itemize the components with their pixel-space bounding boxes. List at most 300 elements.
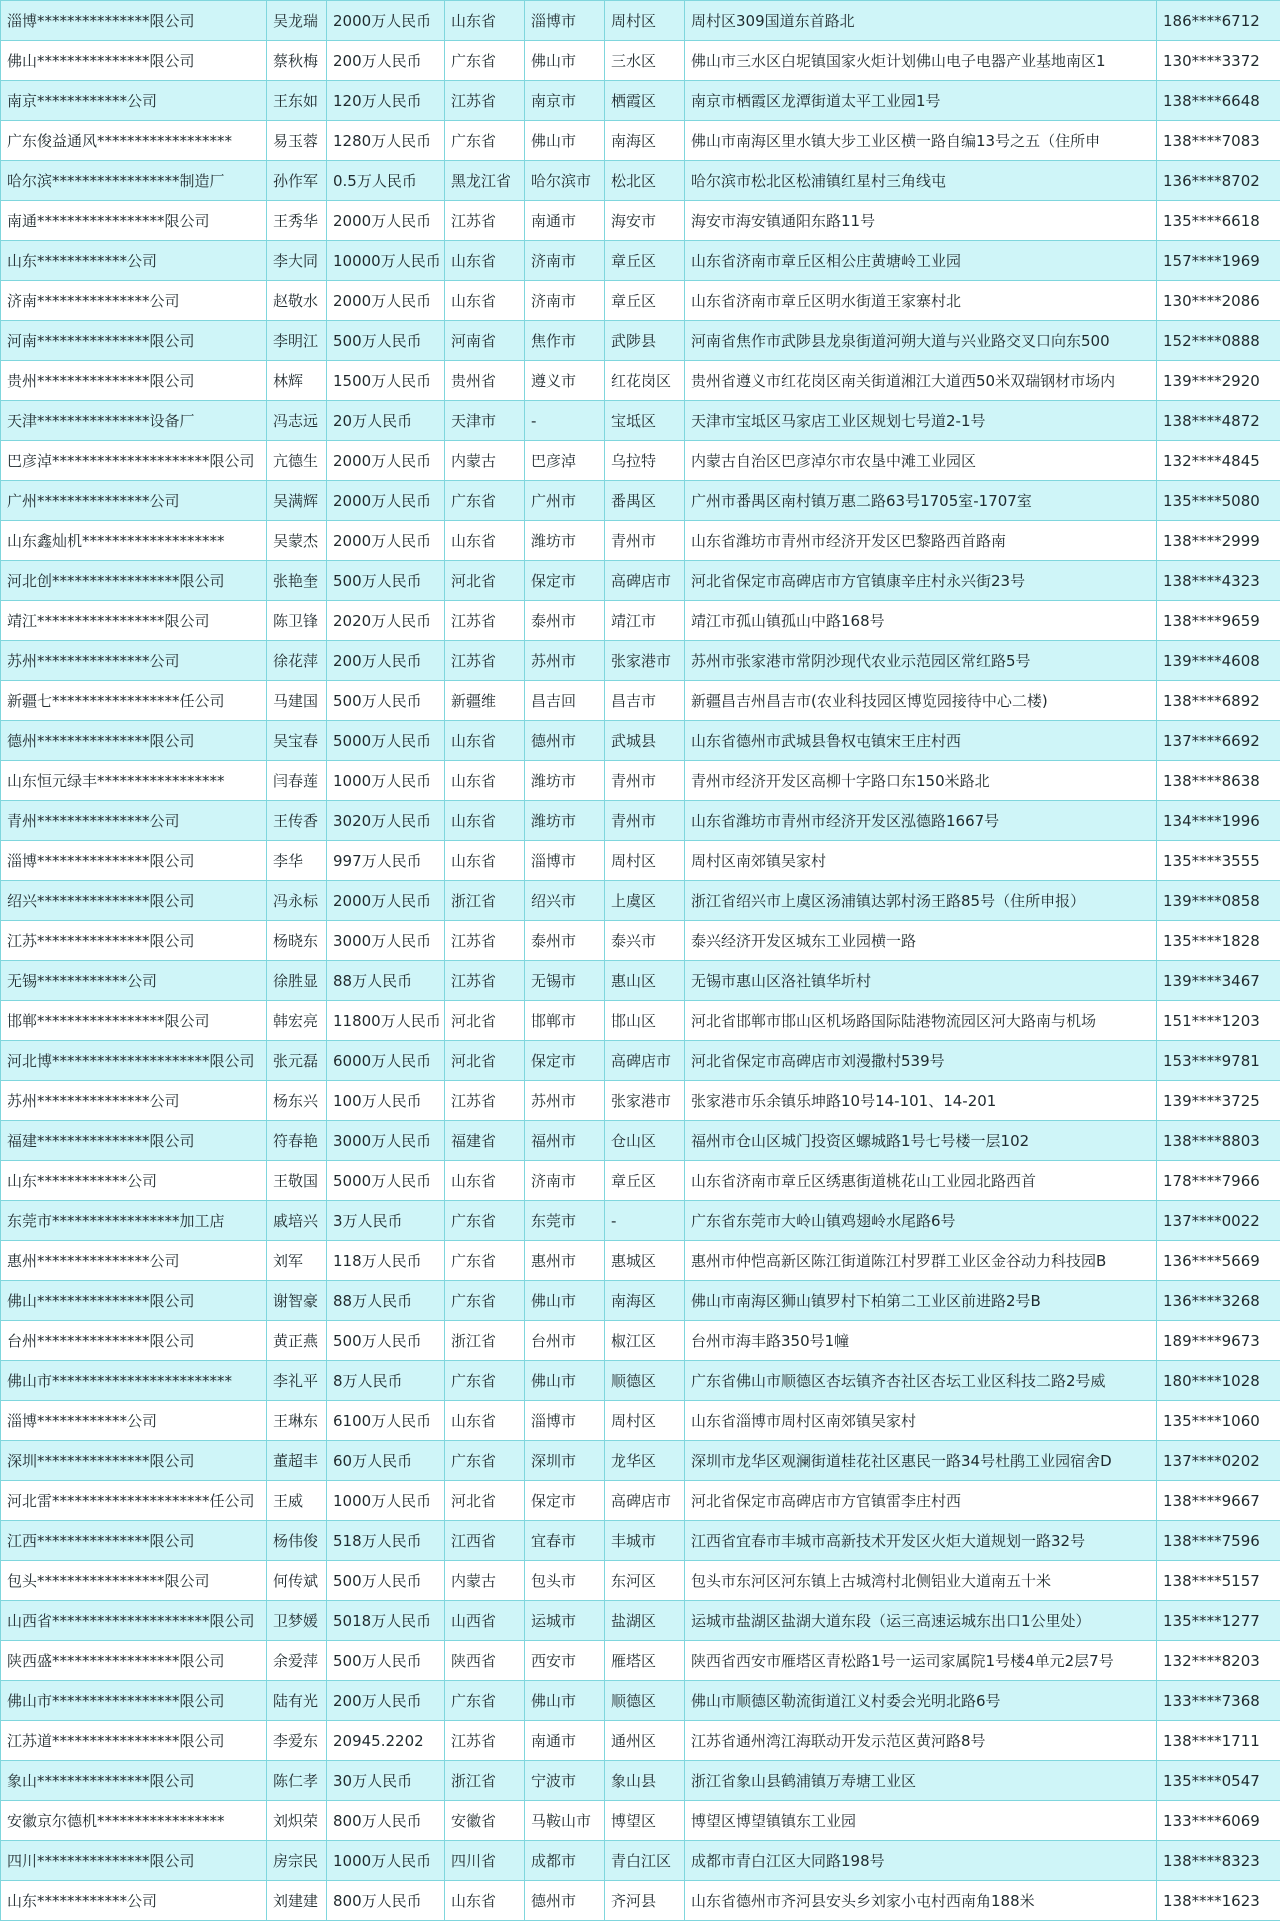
city-cell: 无锡市	[525, 961, 605, 1001]
city-cell: 苏州市	[525, 641, 605, 681]
province-cell: 山东省	[445, 241, 525, 281]
table-row	[1, 1721, 1280, 1761]
registered-capital-cell: 2000万人民币	[327, 441, 445, 481]
phone-cell: 138****7083	[1157, 121, 1280, 161]
province-cell: 广东省	[445, 1441, 525, 1481]
table-row	[1, 1161, 1280, 1201]
company-name-cell: 河北创*****************限公司	[1, 561, 267, 601]
table-row	[1, 1081, 1280, 1121]
phone-cell: 139****0858	[1157, 881, 1280, 921]
city-cell: 保定市	[525, 1481, 605, 1521]
phone-cell: 138****8638	[1157, 761, 1280, 801]
company-name-cell: 天津***************设备厂	[1, 401, 267, 441]
province-cell: 江苏省	[445, 961, 525, 1001]
company-name-cell: 福建***************限公司	[1, 1121, 267, 1161]
registered-capital-cell: 11800万人民币	[327, 1001, 445, 1041]
district-cell: 栖霞区	[605, 81, 685, 121]
district-cell: 高碑店市	[605, 1041, 685, 1081]
phone-cell: 133****7368	[1157, 1681, 1280, 1721]
district-cell: 高碑店市	[605, 1481, 685, 1521]
phone-cell: 180****1028	[1157, 1361, 1280, 1401]
legal-person-cell: 张艳奎	[267, 561, 327, 601]
legal-person-cell: 冯永标	[267, 881, 327, 921]
table-row	[1, 1681, 1280, 1721]
legal-person-cell: 徐花萍	[267, 641, 327, 681]
district-cell: 章丘区	[605, 281, 685, 321]
legal-person-cell: 吴龙瑞	[267, 1, 327, 41]
address-cell: 佛山市南海区狮山镇罗村下柏第二工业区前进路2号B	[685, 1281, 1157, 1321]
district-cell: 东河区	[605, 1561, 685, 1601]
phone-cell: 138****8803	[1157, 1121, 1280, 1161]
district-cell: -	[605, 1201, 685, 1241]
district-cell: 青州市	[605, 801, 685, 841]
company-name-cell: 新疆七*****************任公司	[1, 681, 267, 721]
registered-capital-cell: 6000万人民币	[327, 1041, 445, 1081]
city-cell: 佛山市	[525, 1681, 605, 1721]
district-cell: 高碑店市	[605, 561, 685, 601]
district-cell: 青白江区	[605, 1841, 685, 1881]
company-name-cell: 无锡************公司	[1, 961, 267, 1001]
phone-cell: 135****6618	[1157, 201, 1280, 241]
city-cell: 潍坊市	[525, 761, 605, 801]
district-cell: 乌拉特	[605, 441, 685, 481]
legal-person-cell: 杨伟俊	[267, 1521, 327, 1561]
registered-capital-cell: 6100万人民币	[327, 1401, 445, 1441]
city-cell: 广州市	[525, 481, 605, 521]
address-cell: 山东省德州市齐河县安头乡刘家小屯村西南角188米	[685, 1881, 1157, 1921]
phone-cell: 135****1277	[1157, 1601, 1280, 1641]
province-cell: 黑龙江省	[445, 161, 525, 201]
address-cell: 包头市东河区河东镇上古城湾村北侧铝业大道南五十米	[685, 1561, 1157, 1601]
company-name-cell: 巴彦淖*********************限公司	[1, 441, 267, 481]
district-cell: 武城县	[605, 721, 685, 761]
company-name-cell: 河北雷*********************任公司	[1, 1481, 267, 1521]
phone-cell: 189****9673	[1157, 1321, 1280, 1361]
district-cell: 顺德区	[605, 1681, 685, 1721]
registered-capital-cell: 997万人民币	[327, 841, 445, 881]
company-name-cell: 佛山***************限公司	[1, 1281, 267, 1321]
registered-capital-cell: 518万人民币	[327, 1521, 445, 1561]
table-row	[1, 1441, 1280, 1481]
company-name-cell: 靖江*****************限公司	[1, 601, 267, 641]
city-cell: 佛山市	[525, 1281, 605, 1321]
company-name-cell: 深圳***************限公司	[1, 1441, 267, 1481]
table-row	[1, 441, 1280, 481]
legal-person-cell: 冯志远	[267, 401, 327, 441]
province-cell: 广东省	[445, 41, 525, 81]
registered-capital-cell: 1000万人民币	[327, 1841, 445, 1881]
address-cell: 广东省佛山市顺德区杏坛镇齐杏社区杏坛工业区科技二路2号威	[685, 1361, 1157, 1401]
legal-person-cell: 黄正燕	[267, 1321, 327, 1361]
legal-person-cell: 卫梦媛	[267, 1601, 327, 1641]
legal-person-cell: 亢德生	[267, 441, 327, 481]
phone-cell: 138****6648	[1157, 81, 1280, 121]
district-cell: 南海区	[605, 121, 685, 161]
district-cell: 盐湖区	[605, 1601, 685, 1641]
province-cell: 江苏省	[445, 1081, 525, 1121]
province-cell: 内蒙古	[445, 441, 525, 481]
province-cell: 内蒙古	[445, 1561, 525, 1601]
address-cell: 佛山市顺德区勒流街道江义村委会光明北路6号	[685, 1681, 1157, 1721]
registered-capital-cell: 1280万人民币	[327, 121, 445, 161]
district-cell: 张家港市	[605, 641, 685, 681]
phone-cell: 130****2086	[1157, 281, 1280, 321]
province-cell: 浙江省	[445, 1321, 525, 1361]
table-row	[1, 601, 1280, 641]
city-cell: 惠州市	[525, 1241, 605, 1281]
legal-person-cell: 王传香	[267, 801, 327, 841]
table-row	[1, 81, 1280, 121]
company-name-cell: 苏州***************公司	[1, 641, 267, 681]
address-cell: 海安市海安镇通阳东路11号	[685, 201, 1157, 241]
city-cell: 台州市	[525, 1321, 605, 1361]
registered-capital-cell: 200万人民币	[327, 41, 445, 81]
legal-person-cell: 戚培兴	[267, 1201, 327, 1241]
company-name-cell: 德州***************限公司	[1, 721, 267, 761]
phone-cell: 152****0888	[1157, 321, 1280, 361]
legal-person-cell: 陈卫锋	[267, 601, 327, 641]
registered-capital-cell: 2020万人民币	[327, 601, 445, 641]
company-name-cell: 安徽京尔德机*****************	[1, 1801, 267, 1841]
province-cell: 山东省	[445, 1, 525, 41]
address-cell: 新疆昌吉州昌吉市(农业科技园区博览园接待中心二楼)	[685, 681, 1157, 721]
company-name-cell: 广东俊益通风******************	[1, 121, 267, 161]
city-cell: 西安市	[525, 1641, 605, 1681]
legal-person-cell: 杨东兴	[267, 1081, 327, 1121]
table-row	[1, 721, 1280, 761]
company-name-cell: 邯郸*****************限公司	[1, 1001, 267, 1041]
company-name-cell: 惠州***************公司	[1, 1241, 267, 1281]
address-cell: 陕西省西安市雁塔区青松路1号一运司家属院1号楼4单元2层7号	[685, 1641, 1157, 1681]
district-cell: 齐河县	[605, 1881, 685, 1921]
registered-capital-cell: 3000万人民币	[327, 921, 445, 961]
company-name-cell: 淄博***************限公司	[1, 841, 267, 881]
company-name-cell: 东莞市*****************加工店	[1, 1201, 267, 1241]
registered-capital-cell: 1500万人民币	[327, 361, 445, 401]
table-row	[1, 841, 1280, 881]
address-cell: 天津市宝坻区马家店工业区规划七号道2-1号	[685, 401, 1157, 441]
address-cell: 浙江省绍兴市上虞区汤浦镇达郭村汤王路85号（住所申报）	[685, 881, 1157, 921]
registered-capital-cell: 2000万人民币	[327, 1, 445, 41]
registered-capital-cell: 120万人民币	[327, 81, 445, 121]
company-name-cell: 淄博************公司	[1, 1401, 267, 1441]
city-cell: 淄博市	[525, 841, 605, 881]
legal-person-cell: 徐胜显	[267, 961, 327, 1001]
phone-cell: 157****1969	[1157, 241, 1280, 281]
province-cell: 山东省	[445, 721, 525, 761]
legal-person-cell: 符春艳	[267, 1121, 327, 1161]
phone-cell: 137****6692	[1157, 721, 1280, 761]
district-cell: 武陟县	[605, 321, 685, 361]
company-name-cell: 象山***************限公司	[1, 1761, 267, 1801]
registered-capital-cell: 20万人民币	[327, 401, 445, 441]
phone-cell: 139****3725	[1157, 1081, 1280, 1121]
city-cell: 深圳市	[525, 1441, 605, 1481]
province-cell: 山东省	[445, 521, 525, 561]
district-cell: 博望区	[605, 1801, 685, 1841]
address-cell: 河北省保定市高碑店市刘漫撒村539号	[685, 1041, 1157, 1081]
company-name-cell: 广州***************公司	[1, 481, 267, 521]
table-row	[1, 1601, 1280, 1641]
table-row	[1, 1641, 1280, 1681]
table-row	[1, 1841, 1280, 1881]
company-name-cell: 江西***************限公司	[1, 1521, 267, 1561]
city-cell: 泰州市	[525, 921, 605, 961]
legal-person-cell: 李大同	[267, 241, 327, 281]
phone-cell: 135****0547	[1157, 1761, 1280, 1801]
city-cell: 南通市	[525, 201, 605, 241]
province-cell: 河北省	[445, 1041, 525, 1081]
company-name-cell: 包头*****************限公司	[1, 1561, 267, 1601]
table-row	[1, 481, 1280, 521]
province-cell: 安徽省	[445, 1801, 525, 1841]
registered-capital-cell: 30万人民币	[327, 1761, 445, 1801]
city-cell: 佛山市	[525, 121, 605, 161]
phone-cell: 151****1203	[1157, 1001, 1280, 1041]
registered-capital-cell: 5018万人民币	[327, 1601, 445, 1641]
phone-cell: 136****5669	[1157, 1241, 1280, 1281]
registered-capital-cell: 500万人民币	[327, 681, 445, 721]
legal-person-cell: 韩宏亮	[267, 1001, 327, 1041]
city-cell: 济南市	[525, 241, 605, 281]
legal-person-cell: 刘炽荣	[267, 1801, 327, 1841]
address-cell: 山东省济南市章丘区相公庄黄塘岭工业园	[685, 241, 1157, 281]
province-cell: 广东省	[445, 1201, 525, 1241]
address-cell: 哈尔滨市松北区松浦镇红星村三角线屯	[685, 161, 1157, 201]
company-name-cell: 山东************公司	[1, 1881, 267, 1921]
legal-person-cell: 陈仁孝	[267, 1761, 327, 1801]
company-name-cell: 淄博***************限公司	[1, 1, 267, 41]
province-cell: 广东省	[445, 121, 525, 161]
registered-capital-cell: 2000万人民币	[327, 281, 445, 321]
district-cell: 周村区	[605, 841, 685, 881]
province-cell: 天津市	[445, 401, 525, 441]
registered-capital-cell: 500万人民币	[327, 321, 445, 361]
legal-person-cell: 李礼平	[267, 1361, 327, 1401]
company-name-cell: 贵州***************限公司	[1, 361, 267, 401]
province-cell: 广东省	[445, 1361, 525, 1401]
legal-person-cell: 李爱东	[267, 1721, 327, 1761]
address-cell: 贵州省遵义市红花岗区南关街道湘江大道西50米双瑞钢材市场内	[685, 361, 1157, 401]
phone-cell: 134****1996	[1157, 801, 1280, 841]
province-cell: 陕西省	[445, 1641, 525, 1681]
address-cell: 靖江市孤山镇孤山中路168号	[685, 601, 1157, 641]
phone-cell: 137****0202	[1157, 1441, 1280, 1481]
legal-person-cell: 张元磊	[267, 1041, 327, 1081]
registered-capital-cell: 88万人民币	[327, 961, 445, 1001]
phone-cell: 132****4845	[1157, 441, 1280, 481]
city-cell: 佛山市	[525, 41, 605, 81]
address-cell: 博望区博望镇镇东工业园	[685, 1801, 1157, 1841]
registered-capital-cell: 200万人民币	[327, 641, 445, 681]
table-row	[1, 121, 1280, 161]
table-row	[1, 41, 1280, 81]
district-cell: 丰城市	[605, 1521, 685, 1561]
district-cell: 泰兴市	[605, 921, 685, 961]
company-name-cell: 济南***************公司	[1, 281, 267, 321]
district-cell: 通州区	[605, 1721, 685, 1761]
city-cell: 济南市	[525, 281, 605, 321]
address-cell: 周村区309国道东首路北	[685, 1, 1157, 41]
address-cell: 周村区南郊镇吴家村	[685, 841, 1157, 881]
phone-cell: 138****1623	[1157, 1881, 1280, 1921]
district-cell: 龙华区	[605, 1441, 685, 1481]
province-cell: 山东省	[445, 1161, 525, 1201]
city-cell: 邯郸市	[525, 1001, 605, 1041]
registered-capital-cell: 88万人民币	[327, 1281, 445, 1321]
city-cell: 巴彦淖	[525, 441, 605, 481]
city-cell: 成都市	[525, 1841, 605, 1881]
registered-capital-cell: 500万人民币	[327, 1641, 445, 1681]
table-row	[1, 961, 1280, 1001]
registered-capital-cell: 118万人民币	[327, 1241, 445, 1281]
phone-cell: 138****9659	[1157, 601, 1280, 641]
table-row	[1, 1, 1280, 41]
table-body	[1, 1, 1280, 1921]
province-cell: 江苏省	[445, 921, 525, 961]
legal-person-cell: 闫春莲	[267, 761, 327, 801]
company-name-cell: 佛山***************限公司	[1, 41, 267, 81]
address-cell: 江苏省通州湾江海联动开发示范区黄河路8号	[685, 1721, 1157, 1761]
province-cell: 河南省	[445, 321, 525, 361]
address-cell: 佛山市南海区里水镇大步工业区横一路自编13号之五（住所申	[685, 121, 1157, 161]
legal-person-cell: 吴满辉	[267, 481, 327, 521]
registered-capital-cell: 5000万人民币	[327, 1161, 445, 1201]
city-cell: 淄博市	[525, 1, 605, 41]
city-cell: 佛山市	[525, 1361, 605, 1401]
province-cell: 河北省	[445, 1001, 525, 1041]
province-cell: 江苏省	[445, 601, 525, 641]
registered-capital-cell: 500万人民币	[327, 561, 445, 601]
phone-cell: 130****3372	[1157, 41, 1280, 81]
province-cell: 江苏省	[445, 201, 525, 241]
legal-person-cell: 吴宝春	[267, 721, 327, 761]
registered-capital-cell: 5000万人民币	[327, 721, 445, 761]
city-cell: 绍兴市	[525, 881, 605, 921]
city-cell: 包头市	[525, 1561, 605, 1601]
legal-person-cell: 蔡秋梅	[267, 41, 327, 81]
district-cell: 周村区	[605, 1, 685, 41]
district-cell: 番禺区	[605, 481, 685, 521]
registered-capital-cell: 2000万人民币	[327, 881, 445, 921]
city-cell: 焦作市	[525, 321, 605, 361]
registered-capital-cell: 1000万人民币	[327, 1481, 445, 1521]
company-name-cell: 哈尔滨*****************制造厂	[1, 161, 267, 201]
legal-person-cell: 刘军	[267, 1241, 327, 1281]
district-cell: 海安市	[605, 201, 685, 241]
district-cell: 青州市	[605, 761, 685, 801]
company-name-cell: 山东鑫灿机*******************	[1, 521, 267, 561]
phone-cell: 135****5080	[1157, 481, 1280, 521]
address-cell: 佛山市三水区白坭镇国家火炬计划佛山电子电器产业基地南区1	[685, 41, 1157, 81]
registered-capital-cell: 500万人民币	[327, 1321, 445, 1361]
province-cell: 福建省	[445, 1121, 525, 1161]
legal-person-cell: 房宗民	[267, 1841, 327, 1881]
city-cell: 福州市	[525, 1121, 605, 1161]
table-row	[1, 761, 1280, 801]
city-cell: -	[525, 401, 605, 441]
province-cell: 河北省	[445, 1481, 525, 1521]
table-row	[1, 401, 1280, 441]
address-cell: 江西省宜春市丰城市高新技术开发区火炬大道规划一路32号	[685, 1521, 1157, 1561]
company-name-cell: 江苏***************限公司	[1, 921, 267, 961]
city-cell: 保定市	[525, 561, 605, 601]
table-row	[1, 1561, 1280, 1601]
phone-cell: 135****1828	[1157, 921, 1280, 961]
company-name-cell: 佛山市************************	[1, 1361, 267, 1401]
phone-cell: 138****4323	[1157, 561, 1280, 601]
district-cell: 邯山区	[605, 1001, 685, 1041]
registered-capital-cell: 200万人民币	[327, 1681, 445, 1721]
address-cell: 惠州市仲恺高新区陈江街道陈江村罗群工业区金谷动力科技园B	[685, 1241, 1157, 1281]
province-cell: 江苏省	[445, 81, 525, 121]
registered-capital-cell: 60万人民币	[327, 1441, 445, 1481]
province-cell: 江苏省	[445, 641, 525, 681]
province-cell: 广东省	[445, 1241, 525, 1281]
legal-person-cell: 李华	[267, 841, 327, 881]
registered-capital-cell: 800万人民币	[327, 1801, 445, 1841]
phone-cell: 138****5157	[1157, 1561, 1280, 1601]
city-cell: 南通市	[525, 1721, 605, 1761]
district-cell: 章丘区	[605, 1161, 685, 1201]
address-cell: 成都市青白江区大同路198号	[685, 1841, 1157, 1881]
city-cell: 遵义市	[525, 361, 605, 401]
province-cell: 山东省	[445, 761, 525, 801]
district-cell: 青州市	[605, 521, 685, 561]
legal-person-cell: 王东如	[267, 81, 327, 121]
province-cell: 山东省	[445, 841, 525, 881]
address-cell: 福州市仓山区城门投资区螺城路1号七号楼一层102	[685, 1121, 1157, 1161]
city-cell: 马鞍山市	[525, 1801, 605, 1841]
province-cell: 广东省	[445, 1281, 525, 1321]
legal-person-cell: 陆有光	[267, 1681, 327, 1721]
province-cell: 河北省	[445, 561, 525, 601]
phone-cell: 136****8702	[1157, 161, 1280, 201]
legal-person-cell: 李明江	[267, 321, 327, 361]
district-cell: 张家港市	[605, 1081, 685, 1121]
legal-person-cell: 赵敬水	[267, 281, 327, 321]
company-name-cell: 南通*****************限公司	[1, 201, 267, 241]
province-cell: 山东省	[445, 281, 525, 321]
company-name-cell: 四川***************限公司	[1, 1841, 267, 1881]
registered-capital-cell: 2000万人民币	[327, 521, 445, 561]
province-cell: 广东省	[445, 1681, 525, 1721]
table-row	[1, 1241, 1280, 1281]
district-cell: 三水区	[605, 41, 685, 81]
city-cell: 潍坊市	[525, 801, 605, 841]
legal-person-cell: 杨晓东	[267, 921, 327, 961]
registered-capital-cell: 800万人民币	[327, 1881, 445, 1921]
province-cell: 贵州省	[445, 361, 525, 401]
table-row	[1, 201, 1280, 241]
legal-person-cell: 何传斌	[267, 1561, 327, 1601]
address-cell: 南京市栖霞区龙潭街道太平工业园1号	[685, 81, 1157, 121]
table-row	[1, 521, 1280, 561]
phone-cell: 133****6069	[1157, 1801, 1280, 1841]
legal-person-cell: 王秀华	[267, 201, 327, 241]
company-name-cell: 河南***************限公司	[1, 321, 267, 361]
city-cell: 南京市	[525, 81, 605, 121]
city-cell: 哈尔滨市	[525, 161, 605, 201]
legal-person-cell: 林辉	[267, 361, 327, 401]
table-row	[1, 321, 1280, 361]
legal-person-cell: 孙作军	[267, 161, 327, 201]
company-name-cell: 佛山市*****************限公司	[1, 1681, 267, 1721]
city-cell: 济南市	[525, 1161, 605, 1201]
district-cell: 南海区	[605, 1281, 685, 1321]
table-row	[1, 681, 1280, 721]
district-cell: 宝坻区	[605, 401, 685, 441]
